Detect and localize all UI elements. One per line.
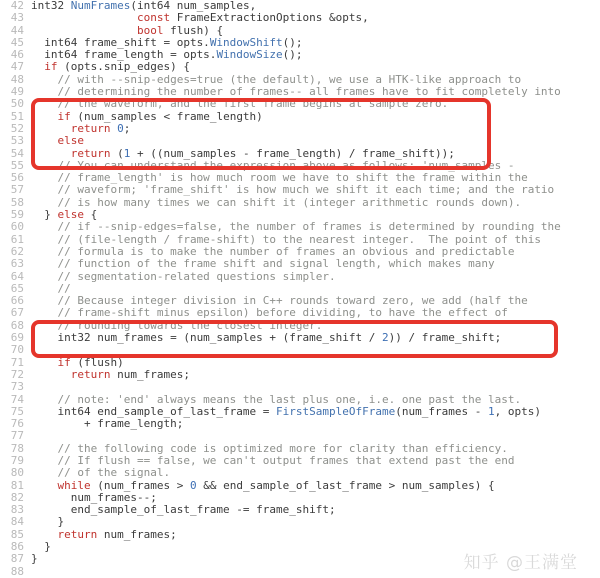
code-line-text: bool flush) { <box>136 23 224 37</box>
code-line-text: // segmentation-related questions simpler. <box>31 269 336 283</box>
code-line-text: if (num_samples < frame_length) <box>57 109 263 123</box>
line-number: 67 <box>10 306 24 320</box>
line-number: 78 <box>10 441 24 455</box>
line-number: 47 <box>10 60 24 74</box>
code-line-text: else <box>57 134 84 148</box>
code-line-text: int32 num_frames = (num_samples + (frame_shift / 2)) / frame_shift; <box>31 331 502 345</box>
line-number: 63 <box>10 257 24 271</box>
line-number: 54 <box>10 146 24 160</box>
watermark: 知乎 @王满堂 <box>463 553 578 573</box>
line-number: 68 <box>10 318 24 332</box>
code-line-text: return num_frames; <box>70 367 190 381</box>
code-line <box>0 123 600 135</box>
line-number: 52 <box>10 121 24 135</box>
line-number: 45 <box>10 35 24 49</box>
line-number: 55 <box>10 158 24 172</box>
line-number: 80 <box>10 466 24 480</box>
line-number: 59 <box>10 208 24 222</box>
code-line-text: // waveform; 'frame_shift' is how much we shift it each time; and the ratio <box>31 183 555 197</box>
code-line-text: return num_frames; <box>57 527 177 541</box>
code-line <box>0 332 600 344</box>
line-number: 56 <box>10 171 24 185</box>
line-number: 83 <box>10 503 24 517</box>
line-number: 43 <box>10 11 24 25</box>
line-number: 46 <box>10 48 24 62</box>
line-number: 76 <box>10 417 24 431</box>
line-number: 71 <box>10 355 24 369</box>
code-line-text: int32 NumFrames(int64 num_samples, <box>31 0 257 12</box>
line-number: 49 <box>10 85 24 99</box>
code-line <box>0 529 600 541</box>
code-line-text: // function of the frame shift and signal length, which makes many <box>31 257 495 271</box>
code-line-text: // if --snip-edges=false, the number of frames is determined by rounding the <box>31 220 561 234</box>
line-number: 60 <box>10 220 24 234</box>
code-line-text: // rounding towards the closest integer. <box>31 318 323 332</box>
line-number: 82 <box>10 490 24 504</box>
line-number: 88 <box>10 564 24 578</box>
code-line-text: // the following code is optimized more for clarity than efficiency. <box>31 441 508 455</box>
line-number: 85 <box>10 527 24 541</box>
code-line-text: int64 frame_shift = opts.WindowShift(); <box>31 35 303 49</box>
line-number: 50 <box>10 97 24 111</box>
code-line-text: num_frames--; <box>31 490 157 504</box>
code-line-text: // note: 'end' always means the last plus one, i.e. one past the last. <box>31 392 522 406</box>
code-line-text: // is how many times we can shift it (integer arithmetic rounds down). <box>31 195 522 209</box>
code-line-text: + frame_length; <box>31 417 184 431</box>
line-number: 62 <box>10 244 24 258</box>
code-line-text: return (1 + ((num_samples - frame_length) / frame_shift)); <box>70 146 455 160</box>
code-line-text: // frame-shift minus epsilon) before dividing, to have the effect of <box>31 306 508 320</box>
line-number: 70 <box>10 343 24 357</box>
line-number: 84 <box>10 515 24 529</box>
line-number: 72 <box>10 367 24 381</box>
line-number: 77 <box>10 429 24 443</box>
line-number: 51 <box>10 109 24 123</box>
code-line-text: // <box>31 281 71 295</box>
line-number: 58 <box>10 195 24 209</box>
line-number: 48 <box>10 72 24 86</box>
code-line-text: // with --snip-edges=true (the default), we use a HTK-like approach to <box>31 72 522 86</box>
code-line-text: if (flush) <box>57 355 124 369</box>
line-number: 79 <box>10 453 24 467</box>
code-line-text: if (opts.snip_edges) { <box>44 60 190 74</box>
code-line-text: // of the signal. <box>31 466 171 480</box>
line-number: 73 <box>10 380 24 394</box>
code-line-text: // You can understand the expression above as follows: 'num_samples - <box>31 158 515 172</box>
code-line-text: // formula is to make the number of frames an obvious and predictable <box>31 244 515 258</box>
code-line-text: // Because integer division in C++ rounds toward zero, we add (half the <box>31 294 528 308</box>
code-line-text: // determining the number of frames-- all frames have to fit completely into <box>31 85 561 99</box>
code-line-text: return 0; <box>70 121 131 135</box>
code-line-text: } <box>31 515 65 529</box>
code-line <box>0 271 600 283</box>
line-number: 61 <box>10 232 24 246</box>
code-line-text: end_sample_of_last_frame -= frame_shift; <box>31 503 336 517</box>
line-number: 44 <box>10 23 24 37</box>
line-number: 42 <box>10 0 24 12</box>
code-line-text: // frame_length' is how much room we have to shift the frame within the <box>31 171 528 185</box>
code-line-text: // (file-length / frame-shift) to the nearest integer. The point of this <box>31 232 541 246</box>
line-number: 75 <box>10 404 24 418</box>
line-number: 86 <box>10 540 24 554</box>
code-line <box>0 418 600 430</box>
code-line-text: } <box>31 540 51 554</box>
line-number: 66 <box>10 294 24 308</box>
code-line-text: // If flush == false, we can't output frames that extend past the end <box>31 453 515 467</box>
code-line-text: // the waveform, and the first frame begins at sample zero. <box>31 97 449 111</box>
line-number: 69 <box>10 331 24 345</box>
code-line-text: const FrameExtractionOptions &opts, <box>136 11 369 25</box>
line-number: 81 <box>10 478 24 492</box>
line-number: 57 <box>10 183 24 197</box>
code-line-text: } else { <box>31 208 98 222</box>
code-line-text: while (num_frames > 0 && end_sample_of_last_frame > num_samples) { <box>57 478 495 492</box>
code-line <box>0 504 600 516</box>
line-number: 53 <box>10 134 24 148</box>
line-number: 65 <box>10 281 24 295</box>
code-line <box>0 369 600 381</box>
code-line-text: int64 end_sample_of_last_frame = FirstSampleOfFrame(num_frames - 1, opts) <box>31 404 541 418</box>
line-number: 87 <box>10 552 24 566</box>
line-number: 64 <box>10 269 24 283</box>
code-line-text: } <box>31 552 38 566</box>
line-number: 74 <box>10 392 24 406</box>
code-line-text: int64 frame_length = opts.WindowSize(); <box>31 48 303 62</box>
